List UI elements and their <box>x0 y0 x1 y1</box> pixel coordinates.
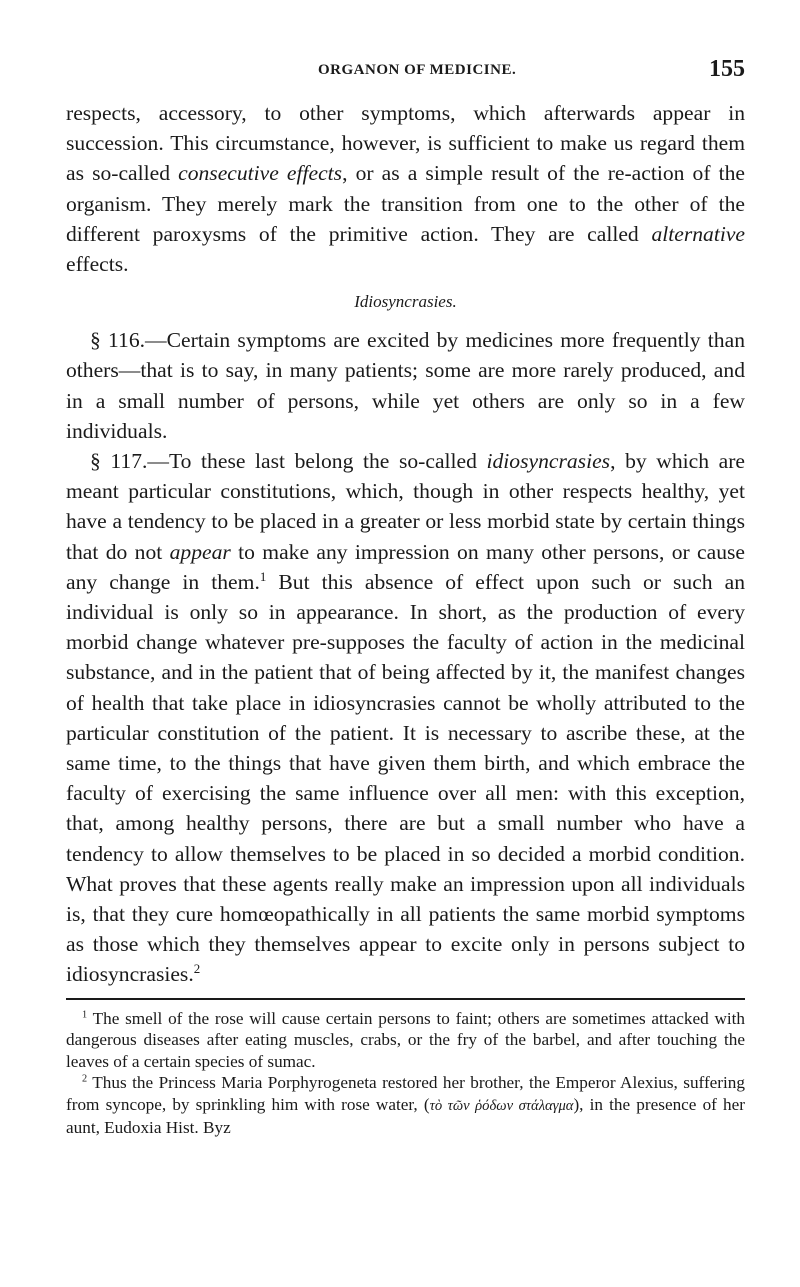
footnote-marker: 2 <box>82 1073 88 1085</box>
section-heading: Idiosyncrasies. <box>354 292 457 312</box>
italic-term: idiosyncrasies <box>486 449 611 474</box>
footnote-2 <box>66 1072 745 1139</box>
footnotes <box>66 1008 745 1139</box>
footnote-separator <box>66 990 745 1008</box>
footnote-text: Thus the Princess Maria Porphyrogeneta restored her brother, the Emperor Alexius, suffering from syncope, by sprinkling him with rose water, ( <box>66 1073 745 1114</box>
paragraph-continuation <box>66 98 745 279</box>
italic-term: alternative <box>651 221 745 246</box>
text-run: respects, accessory, to other symptoms, which afterwards appear in succession. This circumstance, however, is sufficient to make us regard them as so-called <box>66 101 745 186</box>
paragraph-117 <box>66 446 745 990</box>
text-run: , or as a simple result of the re-action of the organism. They merely mark the transition from one to the other of the different paroxysms of the primitive action. They are called <box>66 161 745 246</box>
paragraph-116: § 116.—Certain symptoms are excited by medicines more frequently than others—that is to say, in many patients; some are more rarely produced, and in a small number of persons, while yet others are only so in a few individuals. <box>66 328 745 443</box>
greek-phrase: τὸ τῶν ῥόδων στάλαγμα <box>429 1097 574 1114</box>
footnote-marker: 1 <box>82 1008 88 1020</box>
footnote-ref-2[interactable]: 2 <box>193 961 201 977</box>
page-number: 155 <box>709 56 745 82</box>
text-run: § 117.—To these last belong the so-called <box>90 449 487 474</box>
page-header <box>60 56 745 92</box>
footnote-ref-1[interactable]: 1 <box>259 568 267 584</box>
text-run: But this absence of effect upon such or such an individual is only so in appearance. In short, as the production of every morbid change whatever pre-supposes the faculty of action in the medicinal substance, and in the patient that of being affected by it, the manifest changes of health that take place in idiosyncrasies cannot be wholly attributed to the particular constitution of the patient. It is necessary to ascribe these, at the same time, to the things that have given them birth, and which embrace the faculty of exercising the same influence over all men: with this exception, that, among healthy persons, there are but a small number who have a tendency to allow themselves to be placed in so decided a morbid condition. What proves that these agents really make an impression upon all individuals is, that they cure homœopathically in all patients the same morbid symptoms as those which they themselves appear to excite only in persons subject to idiosyncrasies. <box>66 569 745 987</box>
text-run: effects. <box>66 252 129 277</box>
footnote-text: The smell of the rose will cause certain persons to faint; others are sometimes attacked with dangerous diseases after eating muscles, crabs, or the fry of the barbel, and after touching the leaves of a certain species of sumac. <box>66 1008 745 1071</box>
running-head: ORGANON OF MEDICINE. <box>318 62 517 78</box>
text-run: to make any impression on many other persons, or cause any change in them. <box>66 539 745 594</box>
footnote-text: ), in the presence of her aunt, Eudoxia Hist. Byz <box>66 1094 745 1138</box>
footnote-rule <box>66 998 745 1000</box>
text-run: , by which are meant particular constitutions, which, though in other respects healthy, yet have a tendency to be placed in a greater or less morbid state by certain things that do not <box>66 449 746 564</box>
italic-term: consecutive effects <box>178 161 343 186</box>
italic-term: appear <box>169 539 231 564</box>
page-body <box>66 98 745 1139</box>
footnote-1 <box>66 1008 745 1073</box>
